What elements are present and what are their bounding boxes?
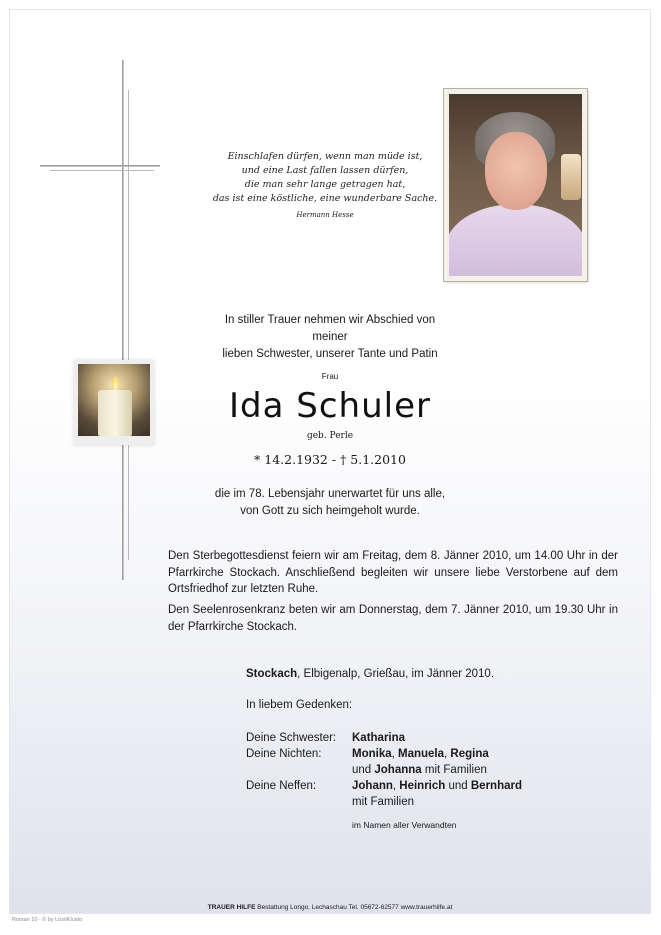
- cross-beam-shadow: [50, 170, 154, 171]
- relatives-row-nephews-cont: [10, 794, 650, 810]
- relative-names: [352, 778, 522, 794]
- candle-background: [78, 364, 150, 436]
- age-line: die im 78. Lebensjahr unerwartet für uns alle,: [214, 488, 446, 500]
- portrait-image: [449, 94, 582, 276]
- portrait-photo: [444, 89, 587, 281]
- separator: ,: [444, 748, 451, 760]
- quote-line: das ist eine köstliche, eine wunderbare Sache.: [212, 193, 438, 204]
- on-behalf-note: im Namen aller Verwandten: [352, 820, 457, 830]
- obituary-card: [10, 10, 650, 913]
- print-credit: Roman 10 - © by LlcetKlusto: [12, 917, 83, 923]
- relative-name: Bernhard: [470, 780, 522, 792]
- maiden-name: geb. Perle: [306, 431, 354, 441]
- relative-names: [352, 746, 489, 762]
- separator: ,: [391, 748, 399, 760]
- lamp-shape: [561, 154, 581, 200]
- intro-text: [210, 312, 450, 363]
- funeral-home-footer: [10, 904, 650, 911]
- person-face: [485, 132, 547, 210]
- relative-name: Johann: [352, 780, 393, 792]
- relative-name: Katharina: [352, 732, 406, 744]
- relative-name: Monika: [352, 748, 392, 760]
- relatives-row-nieces-cont: [10, 762, 650, 778]
- person-body: [449, 204, 582, 276]
- relative-names: [352, 762, 487, 778]
- quote-line: und eine Last fallen lassen dürfen,: [241, 165, 409, 176]
- cross-beam: [40, 165, 160, 167]
- relatives-row-nieces: [10, 746, 650, 762]
- relative-label: Deine Schwester:: [246, 732, 337, 744]
- relatives-row-nephews: [10, 778, 650, 794]
- intro-line: lieben Schwester, unserer Tante und Patin: [222, 348, 438, 360]
- age-text: [190, 486, 470, 520]
- relative-label: Deine Neffen:: [246, 780, 317, 792]
- relative-name: Heinrich: [399, 780, 446, 792]
- funeral-service-paragraph: Den Sterbegottesdienst feiern wir am Freitag, dem 8. Jänner 2010, um 14.00 Uhr in der Pfarrkirche Stockach. Anschließend begleiten wir unsere liebe Verstorbene auf dem Ortsfriedhof zur letzten Ruhe.: [168, 550, 618, 595]
- separator: ,: [392, 780, 400, 792]
- cross-icon: [122, 60, 124, 580]
- place-name: Stockach: [246, 668, 298, 680]
- memorial-quote: [210, 150, 440, 222]
- footer-contact: Bestattung Longo, Lechaschau Tel. 05672-62577 www.trauerhilfe.at: [255, 904, 453, 911]
- relative-name: Johanna: [374, 764, 422, 776]
- with-families: mit Familien: [421, 764, 487, 776]
- deceased-name: Ida Schuler: [229, 386, 431, 426]
- footer-brand: TRAUER HILFE: [207, 904, 256, 911]
- place-date: [246, 666, 494, 682]
- with-families: mit Familien: [352, 796, 414, 808]
- flame-icon: [112, 376, 119, 390]
- in-memory-heading: In liebem Gedenken:: [246, 699, 353, 711]
- place-rest: , Elbigenalp, Grießau, im Jänner 2010.: [297, 668, 495, 680]
- candle-icon: [98, 390, 132, 436]
- life-dates: * 14.2.1932 - † 5.1.2010: [254, 452, 406, 467]
- quote-line: die man sehr lange getragen hat,: [244, 179, 406, 190]
- relative-name: Regina: [450, 748, 489, 760]
- relative-name: Manuela: [398, 748, 445, 760]
- relative-label: Deine Nichten:: [246, 748, 322, 760]
- relatives-row-sister: [10, 730, 650, 746]
- candle-image: [74, 360, 154, 445]
- title-frau: Frau: [321, 372, 339, 381]
- quote-line: Einschlafen dürfen, wenn man müde ist,: [227, 151, 423, 162]
- age-line: von Gott zu sich heimgeholt wurde.: [240, 505, 420, 517]
- conjunction: und: [352, 764, 375, 776]
- conjunction: und: [445, 780, 471, 792]
- rosary-paragraph: Den Seelenrosenkranz beten wir am Donnerstag, dem 7. Jänner 2010, um 19.30 Uhr in der Pfarrkirche Stockach.: [168, 604, 618, 633]
- cross-icon-shadow: [128, 90, 129, 560]
- quote-author: Hermann Hesse: [296, 211, 354, 219]
- intro-line: In stiller Trauer nehmen wir Abschied von meiner: [224, 314, 436, 343]
